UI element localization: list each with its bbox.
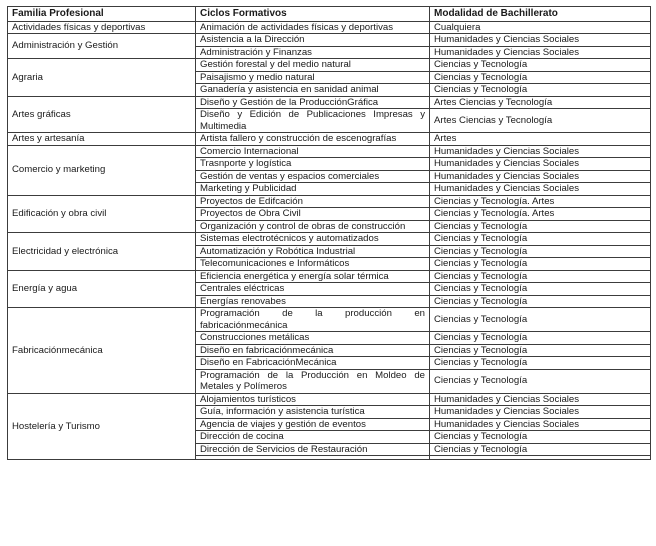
modalidad-bachillerato-cell: Cualquiera [430, 21, 651, 34]
table-body [8, 21, 651, 460]
modalidad-bachillerato-cell: Ciencias y Tecnología. Artes [430, 195, 651, 208]
ciclo-formativo-cell: Alojamientos turísticos [196, 393, 430, 406]
familia-profesional-cell: Energía y agua [8, 270, 196, 308]
modalidad-bachillerato-cell: Humanidades y Ciencias Sociales [430, 183, 651, 196]
ciclo-formativo-cell: Telecomunicaciones e Informáticos [196, 258, 430, 271]
ciclo-formativo-cell: Comercio Internacional [196, 145, 430, 158]
ciclo-formativo-cell: Programación de la Producción en Moldeo de Metales y Polímeros [196, 369, 430, 393]
modalidad-bachillerato-cell: Humanidades y Ciencias Sociales [430, 34, 651, 47]
modalidad-bachillerato-cell: Humanidades y Ciencias Sociales [430, 158, 651, 171]
modalidad-bachillerato-cell: Ciencias y Tecnología [430, 308, 651, 332]
ciclo-formativo-cell: Dirección de cocina [196, 431, 430, 444]
modalidad-bachillerato-cell: Humanidades y Ciencias Sociales [430, 406, 651, 419]
header-ciclos-formativos: Ciclos Formativos [196, 7, 430, 22]
modalidad-bachillerato-cell: Humanidades y Ciencias Sociales [430, 145, 651, 158]
modalidad-bachillerato-cell: Humanidades y Ciencias Sociales [430, 46, 651, 59]
ciclo-formativo-cell: Paisajismo y medio natural [196, 71, 430, 84]
ciclo-formativo-cell: Sistemas electrotécnicos y automatizados [196, 233, 430, 246]
modalidad-bachillerato-cell: Ciencias y Tecnología [430, 71, 651, 84]
table-row [8, 133, 651, 146]
ciclo-formativo-cell: Diseño y Gestión de la ProducciónGráfica [196, 96, 430, 109]
modalidad-bachillerato-cell: Ciencias y Tecnología [430, 369, 651, 393]
header-familia-profesional: Familia Profesional [8, 7, 196, 22]
modalidad-bachillerato-cell: Ciencias y Tecnología [430, 245, 651, 258]
modalidad-bachillerato-cell: Ciencias y Tecnología. Artes [430, 208, 651, 221]
modalidad-bachillerato-cell: Ciencias y Tecnología [430, 270, 651, 283]
ciclo-formativo-cell: Asistencia a la Dirección [196, 34, 430, 47]
modalidad-bachillerato-cell: Ciencias y Tecnología [430, 84, 651, 97]
ciclo-formativo-cell: Marketing y Publicidad [196, 183, 430, 196]
modalidad-bachillerato-cell: Ciencias y Tecnología [430, 220, 651, 233]
familia-profesional-cell: Electricidad y electrónica [8, 233, 196, 271]
ciclo-formativo-cell: Administración y Finanzas [196, 46, 430, 59]
modalidad-bachillerato-cell: Ciencias y Tecnología [430, 295, 651, 308]
table-row [8, 270, 651, 283]
table-row [8, 393, 651, 406]
ciclo-formativo-cell: Energías renovabes [196, 295, 430, 308]
familia-profesional-cell: Hostelería y Turismo [8, 393, 196, 460]
modalidad-bachillerato-cell: Artes Ciencias y Tecnología [430, 109, 651, 133]
modalidad-bachillerato-cell: Ciencias y Tecnología [430, 332, 651, 345]
table-row [8, 145, 651, 158]
ciclos-formativos-table [7, 6, 651, 460]
modalidad-bachillerato-cell: Ciencias y Tecnología [430, 233, 651, 246]
ciclo-formativo-cell: Animación de actividades físicas y deportivas [196, 21, 430, 34]
ciclo-formativo-cell: Organización y control de obras de construcción [196, 220, 430, 233]
table-row [8, 308, 651, 332]
familia-profesional-cell: Artes gráficas [8, 96, 196, 133]
table-row [8, 59, 651, 72]
ciclo-formativo-cell: Ganadería y asistencia en sanidad animal [196, 84, 430, 97]
table-row [8, 233, 651, 246]
ciclo-formativo-cell [196, 456, 430, 460]
modalidad-bachillerato-cell: Ciencias y Tecnología [430, 344, 651, 357]
familia-profesional-cell: Administración y Gestión [8, 34, 196, 59]
modalidad-bachillerato-cell: Humanidades y Ciencias Sociales [430, 170, 651, 183]
modalidad-bachillerato-cell: Ciencias y Tecnología [430, 258, 651, 271]
ciclo-formativo-cell: Centrales eléctricas [196, 283, 430, 296]
modalidad-bachillerato-cell: Ciencias y Tecnología [430, 357, 651, 370]
familia-profesional-cell: Fabricaciónmecánica [8, 308, 196, 394]
modalidad-bachillerato-cell: Humanidades y Ciencias Sociales [430, 418, 651, 431]
modalidad-bachillerato-cell: Humanidades y Ciencias Sociales [430, 393, 651, 406]
header-row [8, 7, 651, 22]
ciclo-formativo-cell: Diseño y Edición de Publicaciones Impresas y Multimedia [196, 109, 430, 133]
ciclo-formativo-cell: Construcciones metálicas [196, 332, 430, 345]
familia-profesional-cell: Comercio y marketing [8, 145, 196, 195]
ciclo-formativo-cell: Gestión de ventas y espacios comerciales [196, 170, 430, 183]
table-row [8, 195, 651, 208]
ciclo-formativo-cell: Dirección de Servicios de Restauración [196, 443, 430, 456]
ciclo-formativo-cell: Guía, información y asistencia turística [196, 406, 430, 419]
modalidad-bachillerato-cell: Artes [430, 133, 651, 146]
modalidad-bachillerato-cell: Ciencias y Tecnología [430, 283, 651, 296]
ciclo-formativo-cell: Gestión forestal y del medio natural [196, 59, 430, 72]
familia-profesional-cell: Agraria [8, 59, 196, 97]
familia-profesional-cell: Artes y artesanía [8, 133, 196, 146]
ciclo-formativo-cell: Proyectos de Edifcación [196, 195, 430, 208]
modalidad-bachillerato-cell: Ciencias y Tecnología [430, 59, 651, 72]
ciclo-formativo-cell: Programación de la producción en fabricaciónmecánica [196, 308, 430, 332]
modalidad-bachillerato-cell [430, 456, 651, 460]
modalidad-bachillerato-cell: Ciencias y Tecnología [430, 431, 651, 444]
modalidad-bachillerato-cell: Ciencias y Tecnología [430, 443, 651, 456]
ciclo-formativo-cell: Automatización y Robótica Industrial [196, 245, 430, 258]
ciclo-formativo-cell: Eficiencia energética y energía solar térmica [196, 270, 430, 283]
ciclo-formativo-cell: Trasnporte y logística [196, 158, 430, 171]
ciclo-formativo-cell: Diseño en fabricaciónmecánica [196, 344, 430, 357]
table-row [8, 96, 651, 109]
modalidad-bachillerato-cell: Artes Ciencias y Tecnología [430, 96, 651, 109]
familia-profesional-cell: Edificación y obra civil [8, 195, 196, 233]
ciclo-formativo-cell: Diseño en FabricaciónMecánica [196, 357, 430, 370]
familia-profesional-cell: Actividades físicas y deportivas [8, 21, 196, 34]
ciclo-formativo-cell: Artista fallero y construcción de escenografías [196, 133, 430, 146]
table-row [8, 21, 651, 34]
table-row [8, 34, 651, 47]
ciclo-formativo-cell: Agencia de viajes y gestión de eventos [196, 418, 430, 431]
ciclo-formativo-cell: Proyectos de Obra Civil [196, 208, 430, 221]
header-modalidad-bachillerato: Modalidad de Bachillerato [430, 7, 651, 22]
